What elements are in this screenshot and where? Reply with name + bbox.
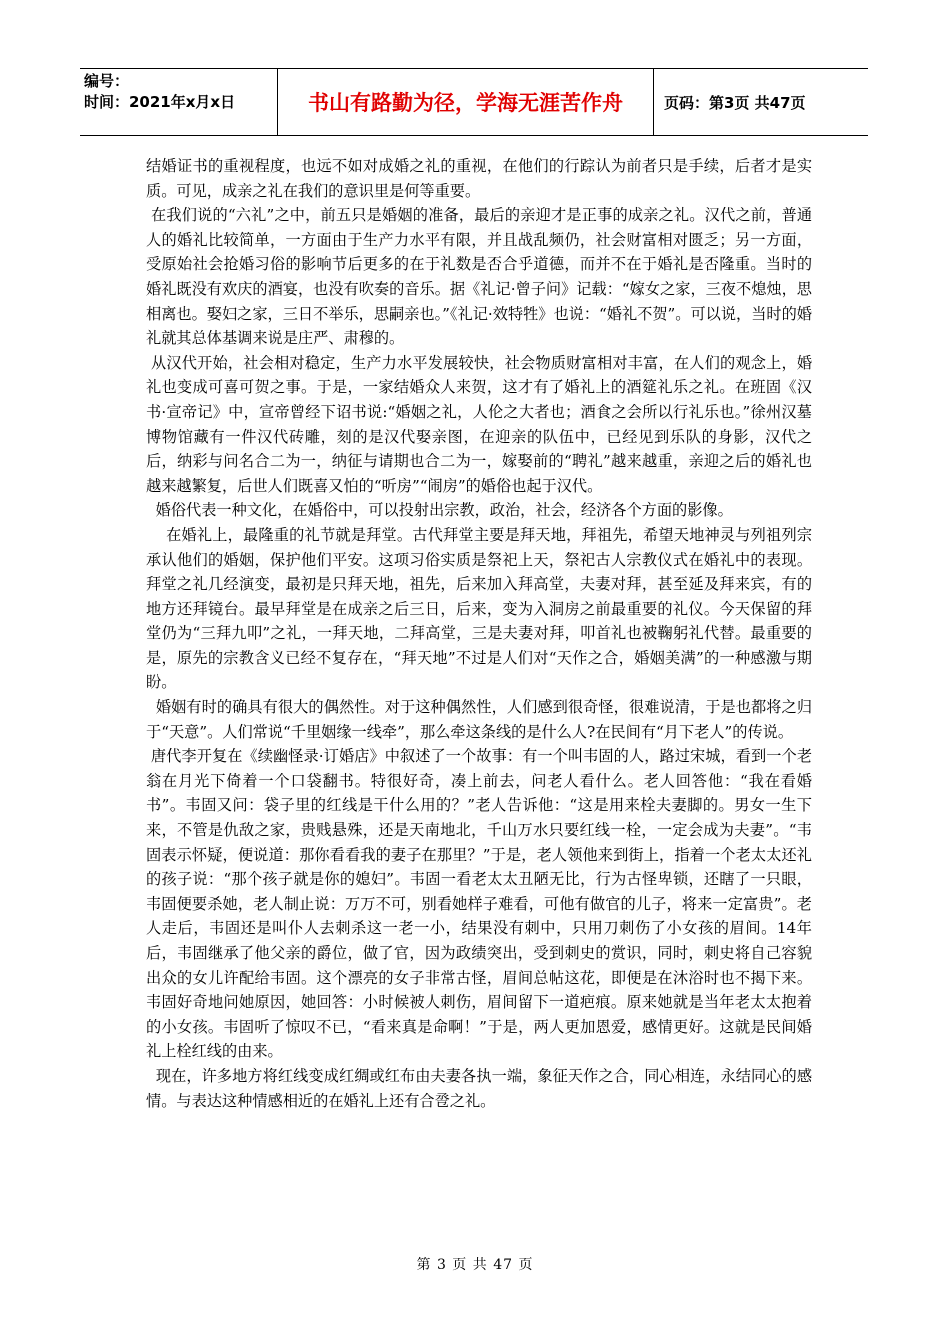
time-label: 时间：2021年x月x日 [84,93,236,111]
header-motto: 书山有路勤为径，学海无涯苦作舟 [278,69,654,135]
header-left-cell [80,69,278,135]
document-body [146,154,812,1113]
paragraph-1: 结婚证书的重视程度，也远不如对成婚之礼的重视，在他们的行踪认为前者只是手续，后者才是实质。可见，成亲之礼在我们的意识里是何等重要。 [146,157,812,200]
page-header [80,68,868,136]
header-page-info: 页码：第3页 共47页 [664,93,806,112]
paragraph-3: 从汉代开始，社会相对稳定，生产力水平发展较快，社会物质财富相对丰富，在人们的观念上，婚礼也变成可喜可贺之事。于是，一家结婚众人来贺，这才有了婚礼上的酒筵礼乐之礼。在班固《汉书·宣帝记》中，宣帝曾经下诏书说:“婚姻之礼，人伦之大者也；酒食之会所以行礼乐也。”徐州汉墓博物馆藏有一件汉代砖雕，刻的是汉代娶亲图，在迎亲的队伍中，已经见到乐队的身影，汉代之后，纳彩与问名合二为一，纳征与请期也合二为一，嫁娶前的“聘礼”越来越重，亲迎之后的婚礼也越来越繁复，后世人们既喜又怕的“听房”“闹房”的婚俗也起于汉代。 [146,353,813,495]
paragraph-5: 在婚礼上，最隆重的礼节就是拜堂。古代拜堂主要是拜天地，拜祖先，希望天地神灵与列祖列宗承认他们的婚姻，保护他们平安。这项习俗实质是祭祀上天，祭祀古人宗教仪式在婚礼中的表现。拜堂之礼几经演变，最初是只拜天地，祖先，后来加入拜高堂，夫妻对拜，甚至延及拜来宾，有的地方还拜镜台。最早拜堂是在成亲之后三日，后来，变为入洞房之前最重要的礼仪。今天保留的拜堂仍为“三拜九叩”之礼，一拜天地，二拜高堂，三是夫妻对拜，叩首礼也被鞠躬礼代替。最重要的是，原先的宗教含义已经不复存在，“拜天地”不过是人们对“天作之合，婚姻美满”的一种感激与期盼。 [146,525,813,692]
page-footer: 第 3 页 共 47 页 [416,1257,534,1273]
paragraph-7: 唐代李开复在《续幽怪录·订婚店》中叙述了一个故事：有一个叫韦固的人，路过宋城，看到一个老翁在月光下倚着一个口袋翻书。特很好奇，凑上前去，问老人看什么。老人回答他：“我在看婚书”。韦固又问：袋子里的红线是干什么用的？”老人告诉他：“这是用来栓夫妻脚的。男女一生下来，不管是仇敌之家，贵贱悬殊，还是天南地北，千山万水只要红线一栓，一定会成为夫妻”。“韦固表示怀疑，便说道：那你看看我的妻子在那里？”于是，老人领他来到街上，指着一个老太太还礼的孩子说：“那个孩子就是你的媳妇”。韦固一看老太太丑陋无比，行为古怪卑锁，还瞎了一只眼，韦固便要杀她，老人制止说：万万不可，别看她样子难看，可他有做官的儿子，将来一定富贵”。老人走后，韦固还是叫仆人去刺杀这一老一小，结果没有刺中，只用刀刺伤了小女孩的眉间。14年后，韦固继承了他父亲的爵位，做了官，因为政绩突出，受到刺史的赏识，同时，刺史将自己容貌出众的女儿许配给韦固。这个漂亮的女子非常古怪，眉间总帖这花，即便是在沐浴时也不揭下来。韦固好奇地问她原因，她回答：小时候被人刺伤，眉间留下一道疤痕。原来她就是当年老太太抱着的小女孩。韦固听了惊叹不已，“看来真是命啊！”于是，两人更加恩爱，感情更好。这就是民间婚礼上栓红线的由来。 [146,747,813,1061]
paragraph-2: 在我们说的“六礼”之中，前五只是婚姻的准备，最后的亲迎才是正事的成亲之礼。汉代之前，普通人的婚礼比较简单，一方面由于生产力水平有限，并且战乱频仍，社会财富相对匮乏；另一方面，受原始社会抢婚习俗的影响节后更多的在于礼数是否合乎道德，而并不在于婚礼是否隆重。当时的婚礼既没有欢庆的酒宴，也没有吹奏的音乐。据《礼记·曾子问》记载：“嫁女之家，三夜不熄烛，思相离也。娶妇之家，三日不举乐，思嗣亲也。”《礼记·效特牲》也说：“婚礼不贺”。可以说，当时的婚礼就其总体基调来说是庄严、肃穆的。 [146,206,813,348]
number-label: 编号： [84,72,130,90]
paragraph-4: 婚俗代表一种文化，在婚俗中，可以投射出宗教，政治，社会，经济各个方面的影像。 [146,501,733,520]
paragraph-6: 婚姻有时的确具有很大的偶然性。对于这种偶然性，人们感到很奇怪，很难说清，于是也都将之归于“天意”。人们常说“千里姻缘一线牵”，那么牵这条线的是什么人?在民间有“月下老人”的传说。 [146,698,813,741]
paragraph-8: 现在，许多地方将红线变成红绸或红布由夫妻各执一端，象征天作之合，同心相连，永结同心的感情。与表达这种情感相近的在婚礼上还有合卺之礼。 [146,1066,813,1110]
